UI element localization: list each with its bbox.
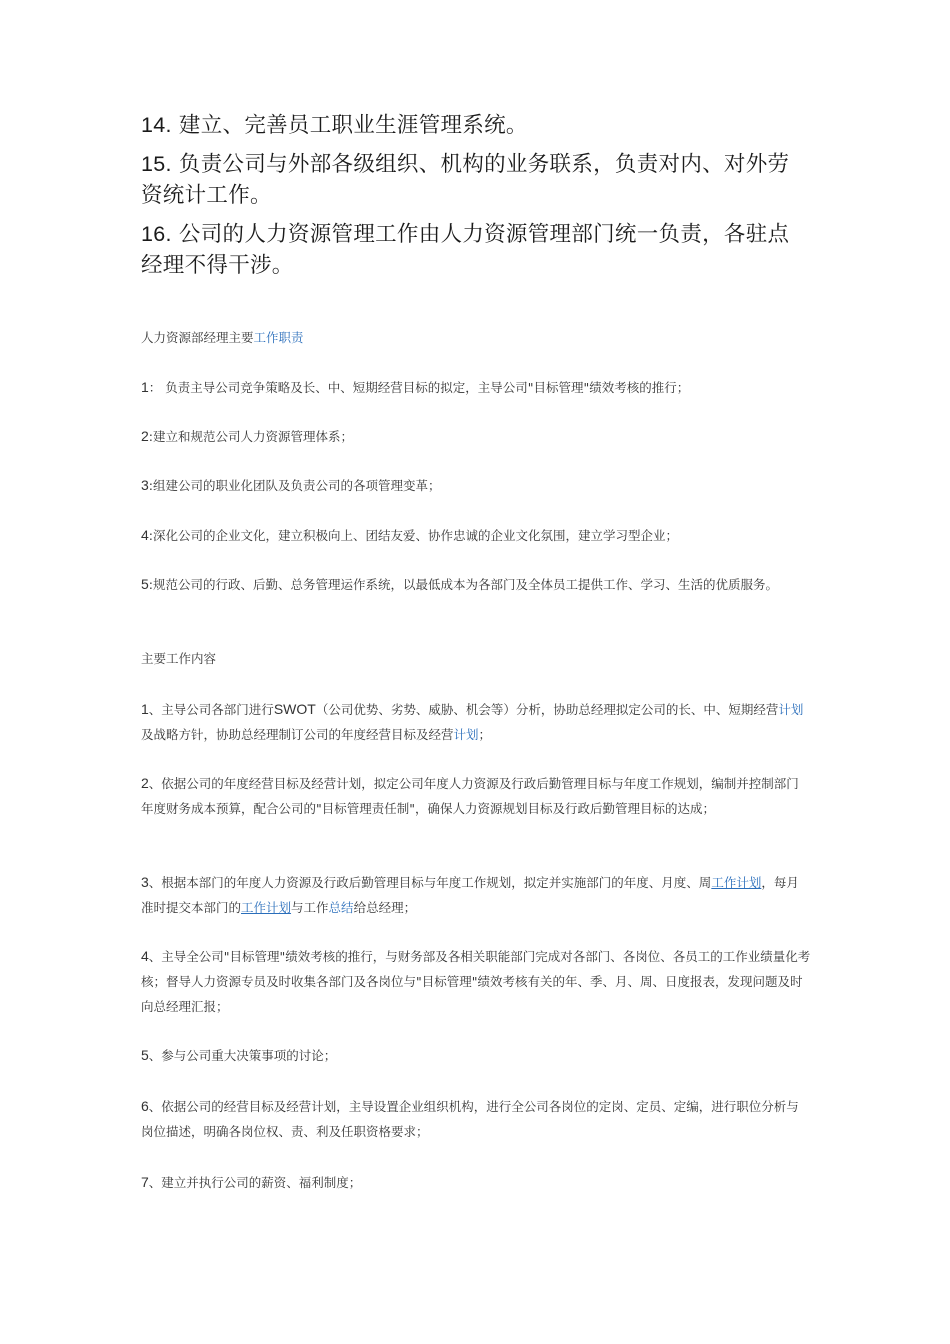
item-16 [141,219,811,281]
section-title-responsibilities: 人力资源部经理主要工作职责 [141,330,304,345]
link-work-plan[interactable]: 工作计划 [241,900,292,915]
section-title-main-work: 主要工作内容 [141,651,217,666]
work-item-2: 2、依据公司的年度经营目标及经营计划，拟定公司年度人力资源及行政后勤管理目标与年度工作规划，编制并控制部门年度财务成本预算，配合公司的"目标管理责任制"，确保人力资源规划目标及行政后勤管理目标的达成； [141,775,799,816]
work-item-6: 6、依据公司的经营目标及经营计划，主导设置企业组织机构，进行全公司各岗位的定岗、定员、定编，进行职位分析与岗位描述，明确各岗位权、责、利及任职资格要求； [141,1098,799,1139]
document-page [141,110,811,1190]
item-number: 15. [141,152,172,176]
work-item-5: 5、参与公司重大决策事项的讨论； [141,1047,337,1063]
responsibility-4: 4:深化公司的企业文化，建立积极向上、团结友爱、协作忠诚的企业文化氛围，建立学习型企业； [141,527,679,543]
item-text: 公司的人力资源管理工作由人力资源管理部门统一负责，各驻点经理不得干涉。 [141,222,790,278]
responsibility-5: 5:规范公司的行政、后勤、总务管理运作系统，以最低成本为各部门及全体员工提供工作、学习、生活的优质服务。 [141,576,779,592]
work-item-7: 7、建立并执行公司的薪资、福利制度； [141,1174,362,1190]
work-item-1: 1、主导公司各部门进行SWOT（公司优势、劣势、威胁、机会等）分析，协助总经理拟定公司的长、中、短期经营计划及战略方针，协助总经理制订公司的年度经营目标及经营计划； [141,701,804,742]
link-work-responsibilities[interactable]: 工作职责 [253,330,304,345]
work-item-3: 3、根据本部门的年度人力资源及行政后勤管理目标与年度工作规划，拟定并实施部门的年度、月度、周工作计划，每月准时提交本部门的工作计划与工作总结给总经理； [141,874,799,915]
link-plan[interactable]: 计划 [778,702,804,717]
work-item-4: 4、主导全公司"目标管理"绩效考核的推行，与财务部及各相关职能部门完成对各部门、各岗位、各员工的工作业绩量化考核；督导人力资源专员及时收集各部门及各岗位与"目标管理"绩效考核有关的年、季、月、周、日度报表，发现问题及时向总经理汇报； [141,948,811,1014]
responsibility-1: 1： 负责主导公司竞争策略及长、中、短期经营目标的拟定，主导公司"目标管理"绩效考核的推行； [141,379,690,395]
item-text: 建立、完善员工职业生涯管理系统。 [171,113,528,138]
responsibility-3: 3:组建公司的职业化团队及负责公司的各项管理变革； [141,477,441,493]
item-number: 16. [141,222,172,246]
item-text: 负责公司与外部各级组织、机构的业务联系，负责对内、对外劳资统计工作。 [141,152,790,208]
link-plan[interactable]: 计划 [453,727,479,742]
responsibility-2: 2:建立和规范公司人力资源管理体系； [141,428,354,444]
link-work-plan[interactable]: 工作计划 [711,875,762,890]
link-summary[interactable]: 总结 [328,900,354,915]
item-14 [141,110,811,141]
item-number: 14. [141,113,172,137]
item-15 [141,149,811,211]
